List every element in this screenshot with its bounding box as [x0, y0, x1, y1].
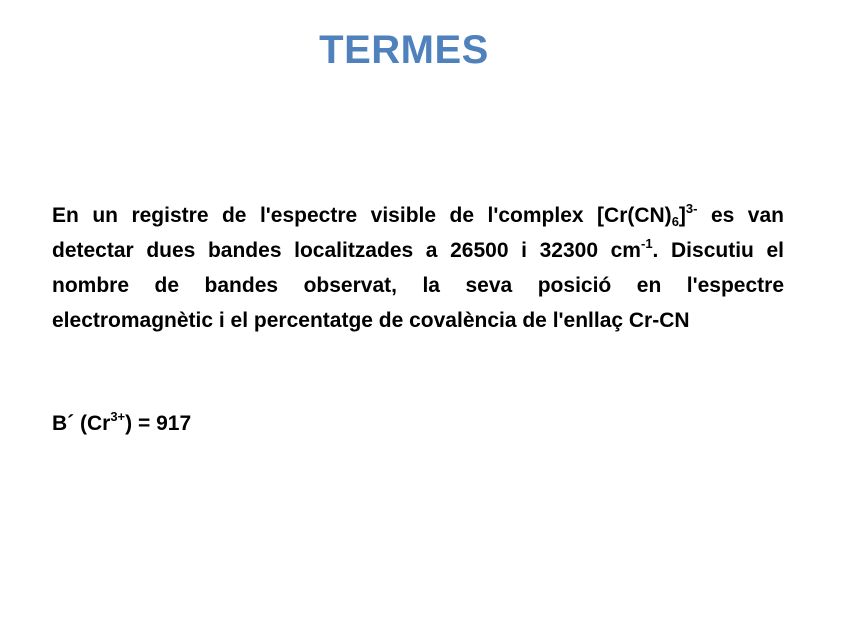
problem-text-part-4: . Discutiu el nombre de bandes observat, la seva posició en l'espectre electromagnètic i el percentatge de covalència de l'enllaç Cr-CN — [52, 239, 784, 332]
problem-unit-superscript: -1 — [640, 236, 653, 251]
formula-suffix: ) = 917 — [125, 412, 192, 435]
problem-text-part-2: ] — [678, 204, 686, 227]
formula-prefix: B´ (Cr — [52, 412, 111, 435]
problem-text-part-3: es van detectar dues bandes localitzades a 26500 i 32300 cm — [52, 204, 784, 262]
formula-superscript: 3+ — [110, 409, 126, 424]
racah-parameter-formula — [52, 406, 191, 441]
problem-statement — [52, 198, 784, 338]
problem-subscript: 6 — [671, 214, 679, 229]
problem-text-part-1: En un registre de l'espectre visible de l'complex [Cr(CN) — [52, 204, 672, 227]
problem-charge-superscript: 3- — [685, 201, 698, 216]
slide-title: TERMES — [319, 28, 489, 72]
